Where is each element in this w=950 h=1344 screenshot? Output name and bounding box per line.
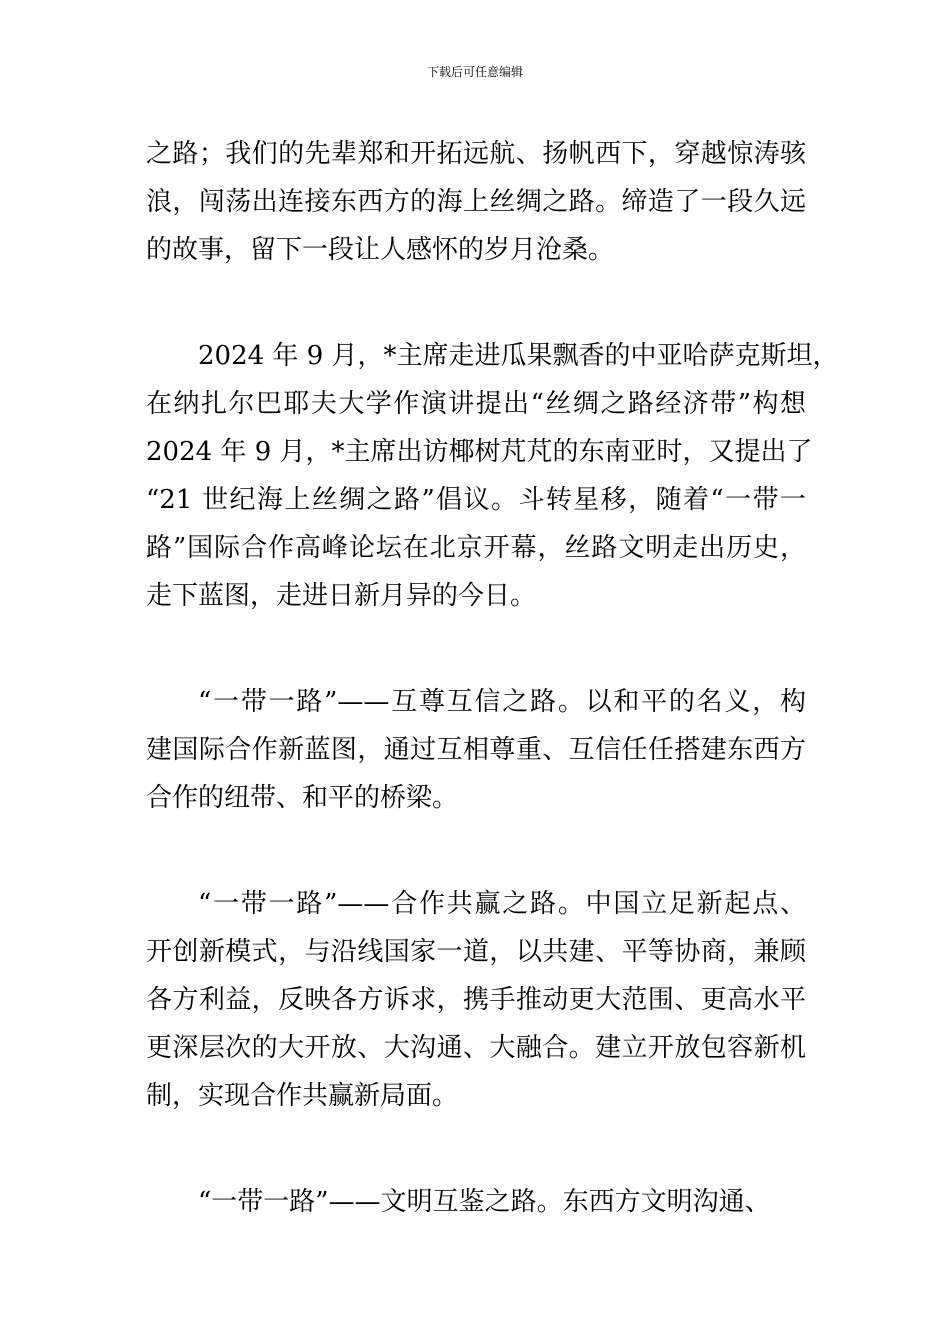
text-line: 开创新模式，与沿线国家一道，以共建、平等协商，兼顾 (146, 937, 806, 967)
paragraph-5 (146, 1178, 806, 1226)
text-line: 更深层次的大开放、大沟通、大融合。建立开放包容新机 (146, 1033, 806, 1063)
paragraph-2 (146, 332, 839, 620)
text-line: 制，实现合作共赢新局面。 (146, 1081, 459, 1111)
paragraph-3 (146, 678, 806, 822)
text-line: “一带一路”——文明互鉴之路。东西方文明沟通、 (198, 1187, 771, 1217)
text-line: 合作的纽带、和平的桥梁。 (146, 783, 459, 813)
text-line: “一带一路”——合作共赢之路。中国立足新起点、 (198, 889, 806, 919)
text-line: 浪，闯荡出连接东西方的海上丝绸之路。缔造了一段久远 (146, 187, 806, 217)
text-line: “一带一路”——互尊互信之路。以和平的名义，构 (198, 687, 806, 717)
text-line: 建国际合作新蓝图，通过互相尊重、互信任任搭建东西方 (146, 735, 806, 765)
text-line: 2024 年 9 月，*主席走进瓜果飘香的中亚哈萨克斯坦， (198, 341, 839, 371)
text-line: 走下蓝图，走进日新月异的今日。 (146, 581, 537, 611)
text-line: 路”国际合作高峰论坛在北京开幕，丝路文明走出历史， (146, 533, 806, 563)
text-line: 2024 年 9 月，*主席出访椰树芃芃的东南亚时，又提出了 (146, 437, 813, 467)
text-line: 在纳扎尔巴耶夫大学作演讲提出“丝绸之路经济带”构想 (146, 389, 806, 419)
paragraph-4 (146, 880, 806, 1120)
text-line: 之路；我们的先辈郑和开拓远航、扬帆西下，穿越惊涛骇 (146, 139, 806, 169)
text-line: “21 世纪海上丝绸之路”倡议。斗转星移，随着“一带一 (146, 485, 806, 515)
paragraph-1 (146, 130, 806, 274)
text-line: 的故事，留下一段让人感怀的岁月沧桑。 (146, 235, 615, 265)
page-header: 下载后可任意编辑 (426, 65, 523, 79)
text-line: 各方利益，反映各方诉求，携手推动更大范围、更高水平 (146, 985, 806, 1015)
document-body (146, 130, 839, 1284)
